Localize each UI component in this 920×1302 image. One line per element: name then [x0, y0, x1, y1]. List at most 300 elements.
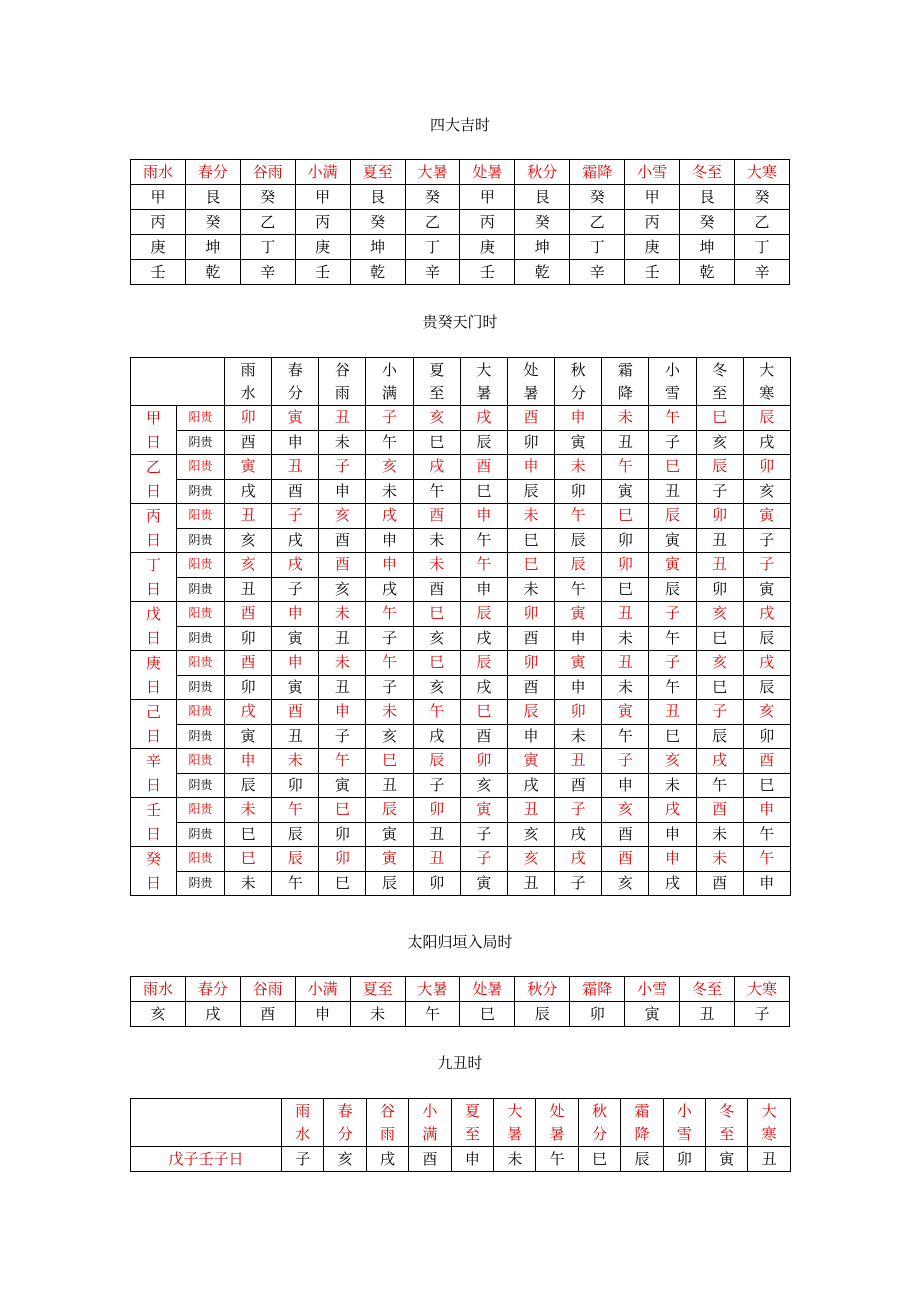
header-char: 秋: [570, 360, 586, 379]
header-char: 水: [240, 383, 256, 402]
table-cell: 辛: [405, 260, 460, 285]
table-cell: 艮: [680, 185, 735, 210]
day-char: 庚: [145, 654, 161, 672]
table-cell: 丁: [570, 235, 625, 260]
yang-cell: 未: [272, 749, 319, 774]
table-cell: 亥: [324, 1147, 366, 1172]
row-label: 戊子壬子日: [131, 1147, 282, 1172]
solar-term-header: 秋分: [515, 977, 570, 1002]
table-cell: 艮: [515, 185, 570, 210]
yang-cell: 午: [319, 749, 366, 774]
yin-cell: 巳: [743, 773, 790, 798]
table-cell: 辰: [515, 1002, 570, 1027]
header-char: 夏: [464, 1101, 480, 1120]
yin-label: 阴贵: [177, 528, 225, 553]
yin-cell: 丑: [696, 528, 743, 553]
yang-row: [131, 700, 791, 725]
yin-cell: 巳: [696, 675, 743, 700]
yin-cell: 卯: [225, 675, 272, 700]
table-cell: 卯: [663, 1147, 705, 1172]
solar-term-header: [696, 358, 743, 406]
yang-label: 阳贵: [177, 651, 225, 676]
yang-cell: 酉: [225, 602, 272, 627]
yang-cell: 亥: [507, 847, 554, 872]
day-stem-cell: [131, 700, 177, 749]
yin-cell: 酉: [319, 528, 366, 553]
header-row: [131, 977, 790, 1002]
yin-cell: 卯: [602, 528, 649, 553]
yin-cell: 巳: [460, 479, 507, 504]
yang-cell: 寅: [555, 602, 602, 627]
solar-term-header: [319, 358, 366, 406]
table-cell: 午: [405, 1002, 460, 1027]
table-cell: 癸: [240, 185, 295, 210]
yang-row: [131, 504, 791, 529]
solar-term-header: 冬至: [680, 160, 735, 185]
solar-term-header: 小雪: [625, 160, 680, 185]
yin-cell: 未: [507, 577, 554, 602]
solar-term-header: 霜降: [570, 160, 625, 185]
table-cell: 乙: [734, 210, 789, 235]
yin-cell: 午: [460, 528, 507, 553]
yang-row: [131, 651, 791, 676]
yin-cell: 丑: [602, 430, 649, 455]
table-row: [131, 260, 790, 285]
yang-label: 阳贵: [177, 504, 225, 529]
yin-row: [131, 822, 791, 847]
yin-cell: 巳: [225, 822, 272, 847]
yin-label: 阴贵: [177, 871, 225, 896]
table-cell: 申: [295, 1002, 350, 1027]
yang-cell: 戌: [272, 553, 319, 578]
yang-row: [131, 749, 791, 774]
yang-cell: 辰: [507, 700, 554, 725]
yang-cell: 酉: [272, 700, 319, 725]
day-char: 日: [145, 580, 161, 598]
table-cell: 丑: [748, 1147, 790, 1172]
header-char: 小: [664, 360, 680, 379]
table-cell: 丙: [625, 210, 680, 235]
yang-cell: 丑: [225, 504, 272, 529]
yin-cell: 午: [555, 577, 602, 602]
table-cell: 甲: [625, 185, 680, 210]
header-char: 满: [382, 383, 398, 402]
yang-cell: 丑: [272, 455, 319, 480]
yang-cell: 卯: [460, 749, 507, 774]
day-char: 辛: [145, 752, 161, 770]
yang-cell: 丑: [696, 553, 743, 578]
yang-cell: 未: [319, 651, 366, 676]
header-char: 降: [634, 1124, 650, 1143]
table-cell: 巳: [578, 1147, 620, 1172]
yin-cell: 戌: [649, 871, 696, 896]
yang-cell: 辰: [460, 602, 507, 627]
yang-cell: 辰: [272, 847, 319, 872]
yin-cell: 申: [555, 675, 602, 700]
yang-cell: 丑: [649, 700, 696, 725]
yang-cell: 戌: [366, 504, 413, 529]
yin-row: [131, 479, 791, 504]
table-cell: 乾: [350, 260, 405, 285]
yin-row: [131, 528, 791, 553]
table-cell: 丁: [734, 235, 789, 260]
yang-cell: 酉: [319, 553, 366, 578]
yin-row: [131, 675, 791, 700]
yin-cell: 申: [272, 430, 319, 455]
table-cell: 寅: [625, 1002, 680, 1027]
yin-cell: 子: [649, 430, 696, 455]
yin-cell: 未: [649, 773, 696, 798]
yin-cell: 午: [743, 822, 790, 847]
yang-cell: 酉: [602, 847, 649, 872]
yang-cell: 戌: [743, 651, 790, 676]
yin-cell: 戌: [460, 675, 507, 700]
solar-term-header: 大寒: [734, 160, 789, 185]
solar-term-header: 处暑: [460, 160, 515, 185]
header-char: 暑: [523, 383, 539, 402]
yang-cell: 申: [272, 651, 319, 676]
yin-cell: 午: [649, 626, 696, 651]
yin-cell: 亥: [225, 528, 272, 553]
yin-cell: 戌: [460, 626, 507, 651]
yang-row: [131, 798, 791, 823]
yang-row: [131, 455, 791, 480]
nine-chou-table: [130, 1098, 791, 1172]
table-cell: 辛: [240, 260, 295, 285]
yang-cell: 辰: [366, 798, 413, 823]
day-char: 乙: [145, 458, 161, 476]
yang-cell: 卯: [319, 847, 366, 872]
yin-cell: 卯: [696, 577, 743, 602]
day-char: 日: [145, 825, 161, 843]
table-cell: 庚: [131, 235, 186, 260]
day-stem-cell: [131, 749, 177, 798]
header-char: 大: [507, 1101, 523, 1120]
yin-cell: 戌: [743, 430, 790, 455]
header-char: 夏: [429, 360, 445, 379]
table-cell: 未: [494, 1147, 536, 1172]
yang-cell: 未: [225, 798, 272, 823]
yang-cell: 卯: [413, 798, 460, 823]
table-cell: 甲: [460, 185, 515, 210]
solar-term-header: 小雪: [625, 977, 680, 1002]
yin-cell: 卯: [413, 871, 460, 896]
solar-term-header: 雨水: [131, 977, 186, 1002]
yang-cell: 申: [555, 406, 602, 431]
solar-term-header: [536, 1099, 578, 1147]
table-cell: 庚: [295, 235, 350, 260]
yin-cell: 丑: [272, 724, 319, 749]
solar-term-header: [366, 358, 413, 406]
yin-cell: 酉: [602, 822, 649, 847]
solar-term-header: [743, 358, 790, 406]
table-cell: 坤: [350, 235, 405, 260]
yang-cell: 巳: [602, 504, 649, 529]
yang-cell: 午: [366, 602, 413, 627]
header-char: 霜: [634, 1101, 650, 1120]
yang-cell: 午: [649, 406, 696, 431]
yin-cell: 午: [602, 724, 649, 749]
day-char: 日: [145, 874, 161, 892]
yang-cell: 亥: [319, 504, 366, 529]
yin-label: 阴贵: [177, 626, 225, 651]
solar-term-header: 处暑: [460, 977, 515, 1002]
solar-term-header: 雨水: [131, 160, 186, 185]
yang-cell: 寅: [649, 553, 696, 578]
yang-cell: 寅: [225, 455, 272, 480]
day-char: 丁: [145, 556, 161, 574]
yang-cell: 丑: [602, 602, 649, 627]
yin-cell: 酉: [460, 724, 507, 749]
yin-cell: 寅: [602, 479, 649, 504]
day-stem-cell: [131, 798, 177, 847]
yin-cell: 申: [555, 626, 602, 651]
yin-row: [131, 626, 791, 651]
day-char: 日: [145, 776, 161, 794]
yang-cell: 戌: [649, 798, 696, 823]
day-stem-cell: [131, 406, 177, 455]
yang-label: 阳贵: [177, 798, 225, 823]
solar-term-header: 谷雨: [240, 160, 295, 185]
yang-cell: 巳: [507, 553, 554, 578]
header-char: 分: [570, 383, 586, 402]
yang-cell: 亥: [602, 798, 649, 823]
table-cell: 癸: [570, 185, 625, 210]
yin-cell: 巳: [507, 528, 554, 553]
header-char: 大: [759, 360, 775, 379]
day-char: 日: [145, 531, 161, 549]
yin-cell: 申: [743, 871, 790, 896]
day-char: 癸: [145, 850, 161, 868]
yin-row: [131, 871, 791, 896]
table-cell: 坤: [185, 235, 240, 260]
yin-cell: 卯: [272, 773, 319, 798]
header-char: 冬: [712, 360, 728, 379]
section1-title: 四大吉时: [429, 116, 490, 134]
yang-cell: 申: [272, 602, 319, 627]
header-char: 秋: [592, 1101, 608, 1120]
header-row: [131, 1099, 791, 1147]
yin-cell: 未: [696, 822, 743, 847]
solar-term-header: [225, 358, 272, 406]
yin-cell: 辰: [743, 626, 790, 651]
yang-cell: 申: [319, 700, 366, 725]
day-char: 甲: [145, 409, 161, 427]
table-cell: 午: [536, 1147, 578, 1172]
yang-cell: 午: [272, 798, 319, 823]
yin-cell: 子: [696, 479, 743, 504]
table-cell: 辰: [621, 1147, 663, 1172]
table-cell: 壬: [625, 260, 680, 285]
yin-cell: 未: [602, 675, 649, 700]
yin-row: [131, 430, 791, 455]
yang-cell: 寅: [507, 749, 554, 774]
yang-cell: 申: [743, 798, 790, 823]
table-cell: 甲: [131, 185, 186, 210]
yang-cell: 辰: [460, 651, 507, 676]
table-cell: 乙: [570, 210, 625, 235]
header-char: 处: [549, 1101, 565, 1120]
day-stem-cell: [131, 504, 177, 553]
yin-cell: 子: [555, 871, 602, 896]
yang-cell: 卯: [507, 602, 554, 627]
yin-cell: 丑: [507, 871, 554, 896]
day-stem-cell: [131, 553, 177, 602]
yin-cell: 子: [743, 528, 790, 553]
header-char: 冬: [719, 1101, 735, 1120]
header-char: 霜: [617, 360, 633, 379]
yang-cell: 酉: [696, 798, 743, 823]
yang-cell: 巳: [649, 455, 696, 480]
yin-cell: 酉: [507, 675, 554, 700]
header-char: 水: [295, 1124, 311, 1143]
header-char: 分: [592, 1124, 608, 1143]
yin-row: [131, 773, 791, 798]
yin-cell: 申: [366, 528, 413, 553]
yin-cell: 酉: [225, 430, 272, 455]
yang-cell: 午: [602, 455, 649, 480]
header-char: 小: [422, 1101, 438, 1120]
yang-cell: 未: [366, 700, 413, 725]
table-cell: 亥: [131, 1002, 186, 1027]
yin-cell: 午: [366, 430, 413, 455]
yin-cell: 寅: [460, 871, 507, 896]
yin-cell: 寅: [743, 577, 790, 602]
sun-return-table: [130, 976, 790, 1027]
header-char: 小: [382, 360, 398, 379]
table-cell: 艮: [185, 185, 240, 210]
yin-cell: 辰: [272, 822, 319, 847]
table-cell: 坤: [515, 235, 570, 260]
yang-cell: 寅: [272, 406, 319, 431]
solar-term-header: 秋分: [515, 160, 570, 185]
yang-cell: 子: [743, 553, 790, 578]
yang-cell: 午: [460, 553, 507, 578]
yang-cell: 寅: [460, 798, 507, 823]
yin-cell: 戌: [272, 528, 319, 553]
solar-term-header: [578, 1099, 620, 1147]
yin-cell: 寅: [272, 626, 319, 651]
yin-cell: 亥: [413, 626, 460, 651]
header-char: 暑: [549, 1124, 565, 1143]
yin-cell: 子: [272, 577, 319, 602]
solar-term-header: 小满: [295, 977, 350, 1002]
yin-cell: 子: [366, 626, 413, 651]
yang-cell: 午: [413, 700, 460, 725]
solar-term-header: [555, 358, 602, 406]
section4-title: 九丑时: [437, 1054, 483, 1072]
header-char: 谷: [334, 360, 350, 379]
table-cell: 癸: [734, 185, 789, 210]
table-cell: 庚: [625, 235, 680, 260]
day-char: 日: [145, 727, 161, 745]
yin-cell: 丑: [319, 626, 366, 651]
yin-cell: 亥: [602, 871, 649, 896]
header-char: 至: [712, 383, 728, 402]
yin-cell: 辰: [649, 577, 696, 602]
yang-cell: 酉: [225, 651, 272, 676]
yin-cell: 子: [460, 822, 507, 847]
yin-label: 阴贵: [177, 724, 225, 749]
yin-cell: 亥: [507, 822, 554, 847]
yang-cell: 酉: [413, 504, 460, 529]
yin-cell: 午: [649, 675, 696, 700]
table-row: [131, 1002, 790, 1027]
yang-cell: 亥: [225, 553, 272, 578]
yin-label: 阴贵: [177, 675, 225, 700]
solar-term-header: [366, 1099, 408, 1147]
yang-cell: 亥: [366, 455, 413, 480]
section3-title: 太阳归垣入局时: [407, 933, 513, 951]
yin-cell: 亥: [366, 724, 413, 749]
header-char: 降: [617, 383, 633, 402]
solar-term-header: [602, 358, 649, 406]
yin-label: 阴贵: [177, 479, 225, 504]
header-char: 大: [761, 1101, 777, 1120]
yin-row: [131, 724, 791, 749]
table-cell: 壬: [460, 260, 515, 285]
solar-term-header: [507, 358, 554, 406]
yin-cell: 戌: [507, 773, 554, 798]
yin-cell: 辰: [507, 479, 554, 504]
yin-cell: 子: [319, 724, 366, 749]
yang-cell: 巳: [413, 651, 460, 676]
solar-term-header: 谷雨: [240, 977, 295, 1002]
yang-cell: 亥: [696, 602, 743, 627]
yin-cell: 巳: [602, 577, 649, 602]
yin-cell: 午: [413, 479, 460, 504]
table-cell: 乾: [185, 260, 240, 285]
table-cell: 甲: [295, 185, 350, 210]
yin-cell: 午: [272, 871, 319, 896]
yin-cell: 卯: [507, 430, 554, 455]
yang-cell: 申: [649, 847, 696, 872]
table-cell: 酉: [240, 1002, 295, 1027]
solar-term-header: 夏至: [350, 160, 405, 185]
table-cell: 壬: [295, 260, 350, 285]
header-char: 分: [337, 1124, 353, 1143]
yang-cell: 亥: [743, 700, 790, 725]
day-stem-cell: [131, 847, 177, 896]
table-cell: 乾: [680, 260, 735, 285]
yang-cell: 卯: [743, 455, 790, 480]
yang-cell: 辰: [413, 749, 460, 774]
yang-cell: 未: [413, 553, 460, 578]
yin-cell: 辰: [555, 528, 602, 553]
table-cell: 艮: [350, 185, 405, 210]
yang-cell: 寅: [602, 700, 649, 725]
yin-cell: 戌: [366, 577, 413, 602]
table-row: [131, 235, 790, 260]
yang-cell: 戌: [460, 406, 507, 431]
yin-cell: 丑: [225, 577, 272, 602]
yang-cell: 戌: [743, 602, 790, 627]
solar-term-header: 大暑: [405, 160, 460, 185]
noble-heaven-gate-table: [130, 357, 791, 896]
yang-cell: 申: [460, 504, 507, 529]
yang-cell: 子: [649, 651, 696, 676]
table-cell: 丙: [460, 210, 515, 235]
solar-term-header: 大寒: [734, 977, 789, 1002]
yin-cell: 寅: [319, 773, 366, 798]
yang-cell: 巳: [319, 798, 366, 823]
table-cell: 卯: [570, 1002, 625, 1027]
table-cell: 辛: [734, 260, 789, 285]
yang-cell: 卯: [696, 504, 743, 529]
header-char: 处: [523, 360, 539, 379]
yang-cell: 子: [272, 504, 319, 529]
header-char: 大: [476, 360, 492, 379]
